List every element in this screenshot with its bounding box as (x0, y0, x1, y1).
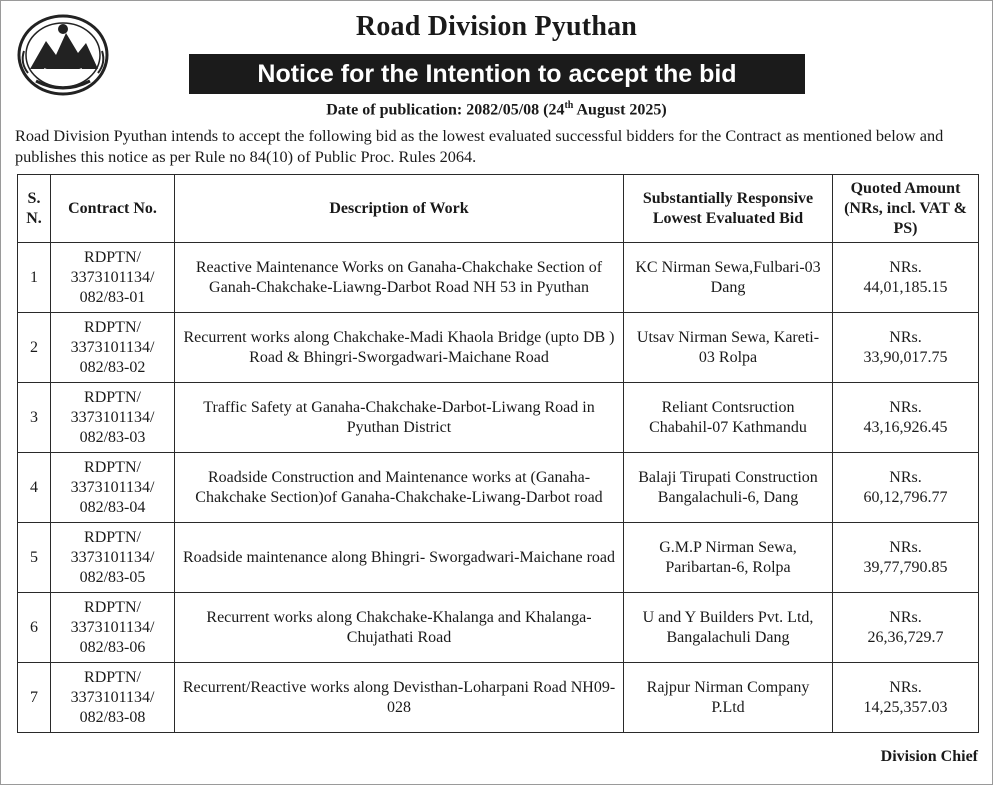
cell-contract-line: 082/83-02 (79, 358, 146, 376)
cell-bidder: U and Y Builders Pvt. Ltd, Bangalachuli Dang (624, 593, 833, 663)
header-sn: S. N. (18, 175, 51, 243)
cell-description: Recurrent/Reactive works along Devisthan-Loharpani Road NH09-028 (175, 663, 624, 733)
cell-contract-line: 082/83-05 (79, 568, 146, 586)
cell-amount-line: NRs. (889, 608, 922, 626)
bid-table (17, 174, 979, 733)
cell-description: Reactive Maintenance Works on Ganaha-Chakchake Section of Ganah-Chakchake-Liawng-Darbot Road NH 53 in Pyuthan (175, 243, 624, 313)
table-row (18, 243, 979, 313)
cell-amount-line: 14,25,357.03 (863, 698, 948, 716)
cell-sn: 1 (18, 243, 51, 313)
cell-amount (833, 243, 979, 313)
table-row (18, 383, 979, 453)
cell-contract (51, 593, 175, 663)
cell-bidder: Reliant Contsruction Chabahil-07 Kathmandu (624, 383, 833, 453)
cell-amount (833, 313, 979, 383)
cell-amount (833, 383, 979, 453)
cell-bidder: KC Nirman Sewa,Fulbari-03 Dang (624, 243, 833, 313)
cell-bidder: G.M.P Nirman Sewa, Paribartan-6, Rolpa (624, 523, 833, 593)
cell-contract-line: 082/83-01 (79, 288, 146, 306)
cell-amount-line: 43,16,926.45 (863, 418, 948, 436)
cell-contract-line: RDPTN/ (84, 248, 141, 266)
publication-date-tail: August 2025) (573, 101, 667, 119)
cell-sn: 2 (18, 313, 51, 383)
intro-paragraph: Road Division Pyuthan intends to accept the following bid as the lowest evaluated successful bidders for the Contract as mentioned below and publishes this notice as per Rule no 84(10) of Public Proc. Rules 2064. (15, 126, 944, 166)
cell-contract-line: 3373101134/ (70, 478, 155, 496)
cell-description: Roadside maintenance along Bhingri- Sworgadwari-Maichane road (175, 523, 624, 593)
table-header-row (18, 175, 979, 243)
cell-bidder: Balaji Tirupati Construction Bangalachuli-6, Dang (624, 453, 833, 523)
cell-description: Recurrent works along Chakchake-Madi Khaola Bridge (upto DB ) Road & Bhingri-Sworgadwari-Maichane Road (175, 313, 624, 383)
cell-contract (51, 453, 175, 523)
cell-amount-line: NRs. (889, 328, 922, 346)
cell-contract-line: RDPTN/ (84, 668, 141, 686)
notice-title-banner: Notice for the Intention to accept the bid (189, 54, 805, 94)
cell-sn: 6 (18, 593, 51, 663)
cell-contract-line: 082/83-03 (79, 428, 146, 446)
publication-date-ordinal: th (564, 100, 574, 111)
bid-table-body (18, 243, 979, 733)
publication-date (1, 100, 992, 119)
cell-contract (51, 523, 175, 593)
cell-contract-line: 3373101134/ (70, 618, 155, 636)
cell-contract-line: 082/83-04 (79, 498, 146, 516)
cell-description: Roadside Construction and Maintenance works at (Ganaha-Chakchake Section)of Ganaha-Chakchake-Liwang-Darbot road (175, 453, 624, 523)
cell-contract-line: 3373101134/ (70, 688, 155, 706)
cell-amount-line: NRs. (889, 258, 922, 276)
cell-contract (51, 663, 175, 733)
cell-contract-line: 3373101134/ (70, 408, 155, 426)
publication-date-label: Date of publication: 2082/05/08 (24 (326, 101, 565, 119)
cell-amount-line: 39,77,790.85 (863, 558, 948, 576)
cell-contract-line: RDPTN/ (84, 388, 141, 406)
cell-amount-line: NRs. (889, 678, 922, 696)
cell-description: Recurrent works along Chakchake-Khalanga and Khalanga-Chujathati Road (175, 593, 624, 663)
cell-contract-line: 082/83-06 (79, 638, 146, 656)
cell-amount-line: NRs. (889, 468, 922, 486)
cell-amount-line: NRs. (889, 538, 922, 556)
cell-contract-line: 3373101134/ (70, 338, 155, 356)
table-row (18, 313, 979, 383)
header-description: Description of Work (175, 175, 624, 243)
cell-description: Traffic Safety at Ganaha-Chakchake-Darbot-Liwang Road in Pyuthan District (175, 383, 624, 453)
cell-sn: 7 (18, 663, 51, 733)
cell-amount-line: 33,90,017.75 (863, 348, 948, 366)
cell-amount-line: 26,36,729.7 (867, 628, 944, 646)
header-amount: Quoted Amount (NRs, incl. VAT & PS) (833, 175, 979, 243)
cell-amount (833, 523, 979, 593)
cell-amount (833, 453, 979, 523)
cell-contract-line: RDPTN/ (84, 528, 141, 546)
header-bidder: Substantially Responsive Lowest Evaluated Bid (624, 175, 833, 243)
cell-contract (51, 383, 175, 453)
cell-contract-line: RDPTN/ (84, 598, 141, 616)
cell-contract-line: RDPTN/ (84, 318, 141, 336)
cell-bidder: Rajpur Nirman Company P.Ltd (624, 663, 833, 733)
cell-amount (833, 593, 979, 663)
cell-contract-line: RDPTN/ (84, 458, 141, 476)
signature: Division Chief (880, 748, 978, 765)
cell-amount-line: 60,12,796.77 (863, 488, 948, 506)
cell-contract-line: 082/83-08 (79, 708, 146, 726)
cell-sn: 3 (18, 383, 51, 453)
cell-sn: 4 (18, 453, 51, 523)
cell-amount (833, 663, 979, 733)
table-row (18, 523, 979, 593)
table-row (18, 663, 979, 733)
cell-contract-line: 3373101134/ (70, 548, 155, 566)
header-contract: Contract No. (51, 175, 175, 243)
cell-sn: 5 (18, 523, 51, 593)
cell-contract-line: 3373101134/ (70, 268, 155, 286)
cell-contract (51, 243, 175, 313)
cell-bidder: Utsav Nirman Sewa, Kareti-03 Rolpa (624, 313, 833, 383)
cell-amount-line: 44,01,185.15 (863, 278, 948, 296)
cell-contract (51, 313, 175, 383)
table-row (18, 453, 979, 523)
organization-title: Road Division Pyuthan (355, 11, 638, 42)
table-row (18, 593, 979, 663)
cell-amount-line: NRs. (889, 398, 922, 416)
